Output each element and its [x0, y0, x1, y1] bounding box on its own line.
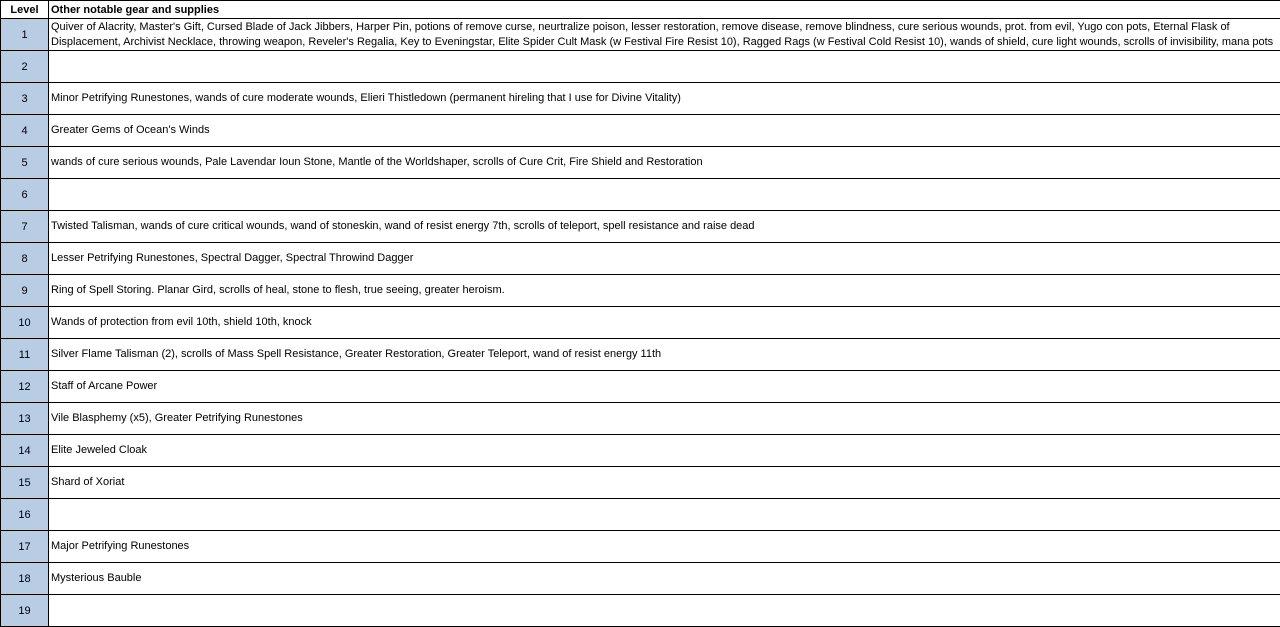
gear-cell[interactable]: wands of cure serious wounds, Pale Lavendar Ioun Stone, Mantle of the Worldshaper, scrolls of Cure Crit, Fire Shield and Restoration: [49, 147, 1280, 179]
table-row: [1, 563, 1280, 595]
table-row: [1, 275, 1280, 307]
table-row: [1, 595, 1280, 627]
gear-cell[interactable]: Ring of Spell Storing. Planar Gird, scrolls of heal, stone to flesh, true seeing, greater heroism.: [49, 275, 1280, 307]
level-cell[interactable]: 11: [1, 339, 49, 371]
gear-cell[interactable]: [49, 179, 1280, 211]
level-cell[interactable]: 15: [1, 467, 49, 499]
gear-cell[interactable]: Minor Petrifying Runestones, wands of cure moderate wounds, Elieri Thistledown (permanent hireling that I use for Divine Vitality): [49, 83, 1280, 115]
gear-cell[interactable]: Major Petrifying Runestones: [49, 531, 1280, 563]
table-row: [1, 531, 1280, 563]
table-row: [1, 179, 1280, 211]
gear-cell[interactable]: Vile Blasphemy (x5), Greater Petrifying Runestones: [49, 403, 1280, 435]
table-body: [1, 19, 1280, 627]
level-cell[interactable]: 3: [1, 83, 49, 115]
gear-cell[interactable]: Lesser Petrifying Runestones, Spectral Dagger, Spectral Throwind Dagger: [49, 243, 1280, 275]
table-row: [1, 83, 1280, 115]
level-cell[interactable]: 12: [1, 371, 49, 403]
gear-cell[interactable]: Silver Flame Talisman (2), scrolls of Mass Spell Resistance, Greater Restoration, Greater Teleport, wand of resist energy 11th: [49, 339, 1280, 371]
table-row: [1, 435, 1280, 467]
table-row: [1, 19, 1280, 51]
table-row: [1, 467, 1280, 499]
level-cell[interactable]: 6: [1, 179, 49, 211]
table-row: [1, 403, 1280, 435]
header-row: [1, 1, 1280, 19]
table-row: [1, 147, 1280, 179]
table-row: [1, 307, 1280, 339]
level-cell[interactable]: 13: [1, 403, 49, 435]
table-row: [1, 339, 1280, 371]
level-cell[interactable]: 19: [1, 595, 49, 627]
gear-cell[interactable]: Elite Jeweled Cloak: [49, 435, 1280, 467]
gear-cell[interactable]: Shard of Xoriat: [49, 467, 1280, 499]
level-cell[interactable]: 10: [1, 307, 49, 339]
level-cell[interactable]: 4: [1, 115, 49, 147]
gear-cell[interactable]: Greater Gems of Ocean's Winds: [49, 115, 1280, 147]
table-row: [1, 211, 1280, 243]
level-cell[interactable]: 8: [1, 243, 49, 275]
level-cell[interactable]: 9: [1, 275, 49, 307]
gear-cell[interactable]: Quiver of Alacrity, Master's Gift, Cursed Blade of Jack Jibbers, Harper Pin, potions of remove curse, neurtralize poison, lesser restoration, remove disease, remove blindness, cure serious wounds, prot. from evil, Yugo con pots, Eternal Flask of Displacement, Archivist Necklace, throwing weapon, Reveler's Regalia, Key to Eveningstar, Elite Spider Cult Mask (w Festival Fire Resist 10), Ragged Rags (w Festival Cold Resist 10), wands of shield, cure light wounds, scrolls of invisibility, mana pots: [49, 19, 1280, 51]
table-row: [1, 499, 1280, 531]
table-row: [1, 371, 1280, 403]
level-cell[interactable]: 7: [1, 211, 49, 243]
gear-cell[interactable]: [49, 595, 1280, 627]
gear-cell[interactable]: Mysterious Bauble: [49, 563, 1280, 595]
gear-cell[interactable]: [49, 499, 1280, 531]
gear-cell[interactable]: Twisted Talisman, wands of cure critical wounds, wand of stoneskin, wand of resist energy 7th, scrolls of teleport, spell resistance and raise dead: [49, 211, 1280, 243]
level-cell[interactable]: 18: [1, 563, 49, 595]
gear-cell[interactable]: Staff of Arcane Power: [49, 371, 1280, 403]
level-cell[interactable]: 14: [1, 435, 49, 467]
table-row: [1, 51, 1280, 83]
gear-column-header[interactable]: Other notable gear and supplies: [49, 1, 1280, 19]
gear-cell[interactable]: Wands of protection from evil 10th, shield 10th, knock: [49, 307, 1280, 339]
level-cell[interactable]: 5: [1, 147, 49, 179]
level-column-header[interactable]: Level: [1, 1, 49, 19]
table-row: [1, 243, 1280, 275]
level-cell[interactable]: 16: [1, 499, 49, 531]
gear-cell[interactable]: [49, 51, 1280, 83]
level-cell[interactable]: 2: [1, 51, 49, 83]
level-cell[interactable]: 17: [1, 531, 49, 563]
level-cell[interactable]: 1: [1, 19, 49, 51]
table-row: [1, 115, 1280, 147]
